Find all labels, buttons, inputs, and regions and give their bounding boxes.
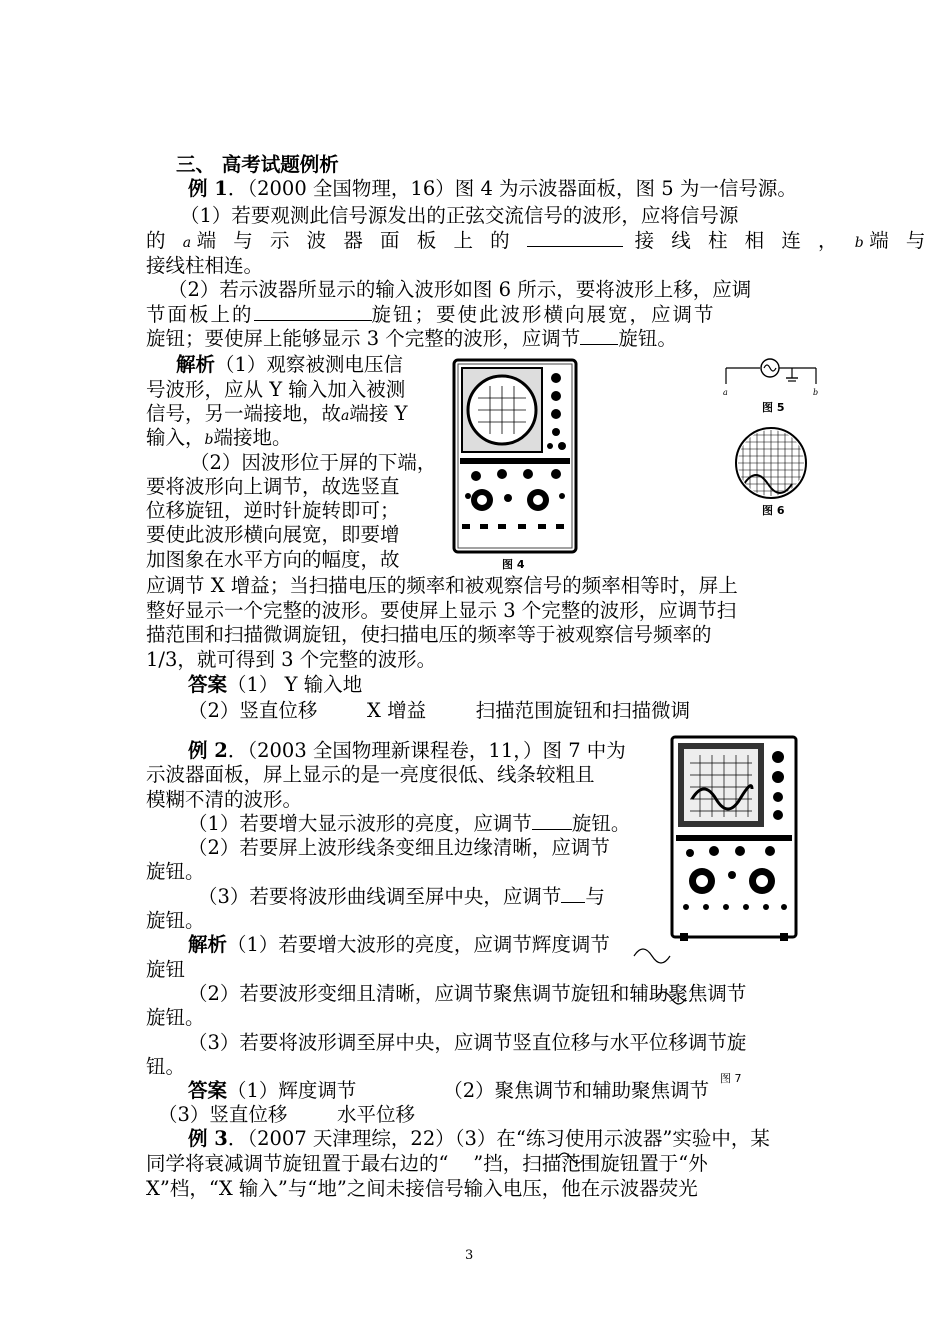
ex2-jx-1 — [188, 932, 610, 957]
figure-6-screen-waveform — [734, 426, 808, 500]
ex2-title: 例 2 — [188, 739, 228, 762]
ex1-jx-5: （2）因波形位于屏的下端， — [190, 451, 437, 474]
jx-3b: 端接 Y — [349, 402, 408, 425]
text-q1b3: 接 线 柱 相 连 ， — [634, 229, 855, 252]
ex1-da-2: （2）竖直位移 X 增益 扫描范围旋钮和扫描微调 — [188, 699, 691, 722]
ex3-line1 — [188, 1126, 770, 1151]
var-a: a — [341, 408, 350, 424]
ex3-title: 例 3 — [188, 1127, 228, 1150]
ex2-jx-3b: 钮。 — [146, 1055, 186, 1078]
text-de: 的 — [146, 229, 183, 252]
ex2-line3: 模糊不清的波形。 — [146, 788, 303, 811]
ex2-da-1 — [188, 1078, 709, 1103]
sine-wave-icon — [632, 942, 672, 970]
ex2-q1a: （1）若要增大显示波形的亮度，应调节 — [188, 812, 532, 835]
ex1-q2-line1: （2）若示波器所显示的输入波形如图 6 所示，要将波形上移，应调 — [168, 278, 752, 301]
ex3-line2: 同学将衰减调节旋钮置于最右边的“ ”挡，扫描范围旋钮置于“外 — [146, 1152, 708, 1175]
blank-5 — [561, 884, 585, 903]
jx-4a: 输入， — [146, 426, 205, 449]
ex2-jx-1b: 旋钮 — [146, 958, 186, 981]
page-number: 3 — [465, 1248, 474, 1263]
ex1-jx-10: 应调节 X 增益；当扫描电压的频率和被观察信号的频率相等时，屏上 — [146, 574, 738, 597]
ex2-heading — [188, 738, 626, 763]
ex2-jx-3: （3）若要将波形调至屏中央，应调节竖直位移与水平位移调节旋 — [188, 1031, 747, 1054]
ex1-jx-11: 整好显示一个完整的波形。要使屏上显示 3 个完整的波形，应调节扫 — [146, 599, 737, 622]
ex2-jx-2: （2）若要波形变细且清晰，应调节聚焦调节旋钮和辅助聚焦调节 — [188, 982, 747, 1005]
ex1-q1-line3: 接线柱相连。 — [146, 254, 264, 277]
ex2-line2: 示波器面板，屏上显示的是一亮度很低、线条较粗且 — [146, 763, 595, 786]
ex1-jx-4 — [146, 425, 292, 453]
fig5-label-b: b — [813, 388, 819, 396]
ex1-q1-line2 — [146, 228, 931, 256]
ex2-q3c: 旋钮。 — [146, 909, 205, 932]
var-b: b — [204, 432, 214, 448]
ex2-head-text: ．（2003 全国物理新课程卷，11，）图 7 中为 — [227, 739, 626, 762]
ex2-q3a: （3）若要将波形曲线调至屏中央，应调节 — [198, 885, 562, 908]
jx-3a: 信号，另一端接地，故 — [146, 402, 342, 425]
ex1-jx-2: 号波形，应从 Y 输入加入被测 — [146, 378, 406, 401]
jx-text: （1）观察被测电压信 — [215, 353, 403, 376]
text-q2b1: 节面板上的 — [146, 303, 254, 326]
ex2-q2: （2）若要屏上波形线条变细且边缘清晰，应调节 — [188, 836, 610, 859]
ex1-jx-12: 描范围和扫描微调旋钮，使扫描电压的频率等于被观察信号频率的 — [146, 623, 712, 646]
blank-4 — [532, 811, 572, 830]
ex2-jx-label: 解析 — [188, 933, 228, 956]
figure-5-caption: 图 5 — [762, 401, 785, 414]
blank-2 — [254, 302, 372, 321]
jx-4b: 端接地。 — [213, 426, 292, 449]
figure-4-oscilloscope — [452, 358, 578, 554]
var-a: a — [182, 235, 197, 251]
jx-label: 解析 — [176, 353, 216, 376]
ex3-l1: ．（2007 天津理综，22）（3）在“练习使用示波器”实验中，某 — [227, 1127, 770, 1150]
ex3-line3: X”档，“X 输入”与“地”之间未接信号输入电压，他在示波器荧光 — [146, 1177, 698, 1200]
ex2-q3b: 与 — [585, 885, 605, 908]
ex2-q3 — [198, 884, 605, 909]
ex1-jx-6: 要将波形向上调节，故选竖直 — [146, 475, 400, 498]
text-q2c2: 旋钮。 — [618, 327, 677, 350]
figure-6-caption: 图 6 — [762, 504, 785, 517]
da-label: 答案 — [188, 673, 228, 696]
ex2-da-label: 答案 — [188, 1079, 228, 1102]
ex1-q2-line3 — [146, 326, 677, 351]
ex1-heading — [188, 176, 797, 201]
ex1-q1-line1: （1）若要观测此信号源发出的正弦交流信号的波形，应将信号源 — [180, 204, 739, 227]
sine-wave-icon — [654, 986, 688, 1010]
text-q2b2: 旋钮；要使此波形横向展宽，应调节 — [371, 303, 716, 326]
fig5-label-a: a — [723, 388, 728, 396]
ex2-q1b: 旋钮。 — [571, 812, 631, 835]
section-heading: 三、 高考试题例析 — [176, 153, 339, 176]
figure-4-caption: 图 4 — [502, 558, 525, 571]
text-q2c1: 旋钮；要使屏上能够显示 3 个完整的波形，应调节 — [146, 327, 581, 350]
figure-5-signal-source — [718, 356, 824, 396]
ex1-title: 例 1 — [188, 177, 228, 200]
blank-3 — [580, 326, 618, 345]
ex2-q1 — [188, 811, 630, 836]
figure-7-oscilloscope — [670, 735, 798, 943]
ex1-jx-8: 要使此波形横向展宽，即要增 — [146, 523, 400, 546]
text-q1b4: 端 与 — [869, 229, 931, 252]
text-q1b2: 端 与 示 波 器 面 板 上 的 — [196, 229, 527, 252]
ex1-q2-line2 — [146, 302, 716, 327]
ex2-da-2: （3）竖直位移 水平位移 — [158, 1103, 415, 1126]
ex2-jx-text: （1）若要增大波形的亮度，应调节辉度调节 — [227, 933, 610, 956]
ex2-da-text: （1）辉度调节 （2）聚焦调节和辅助聚焦调节 — [227, 1079, 710, 1102]
ex1-jx-7: 位移旋钮，逆时针旋转即可； — [146, 499, 400, 522]
ex1-jx-9: 加图象在水平方向的幅度，故 — [146, 548, 400, 571]
ex2-q2b: 旋钮。 — [146, 860, 205, 883]
da-text: （1） Y 输入地 — [227, 673, 363, 696]
ex1-da-1 — [188, 672, 362, 697]
ex1-jx-1 — [176, 352, 403, 377]
ex2-jx-2b: 旋钮。 — [146, 1006, 205, 1029]
ex1-jx-13: 1/3，就可得到 3 个完整的波形。 — [146, 648, 437, 671]
blank-1 — [527, 228, 623, 247]
var-b: b — [854, 235, 870, 251]
figure-7-caption: 图 7 — [720, 1072, 742, 1085]
ex1-head-text: ．（2000 全国物理，16）图 4 为示波器面板，图 5 为一信号源。 — [227, 177, 797, 200]
